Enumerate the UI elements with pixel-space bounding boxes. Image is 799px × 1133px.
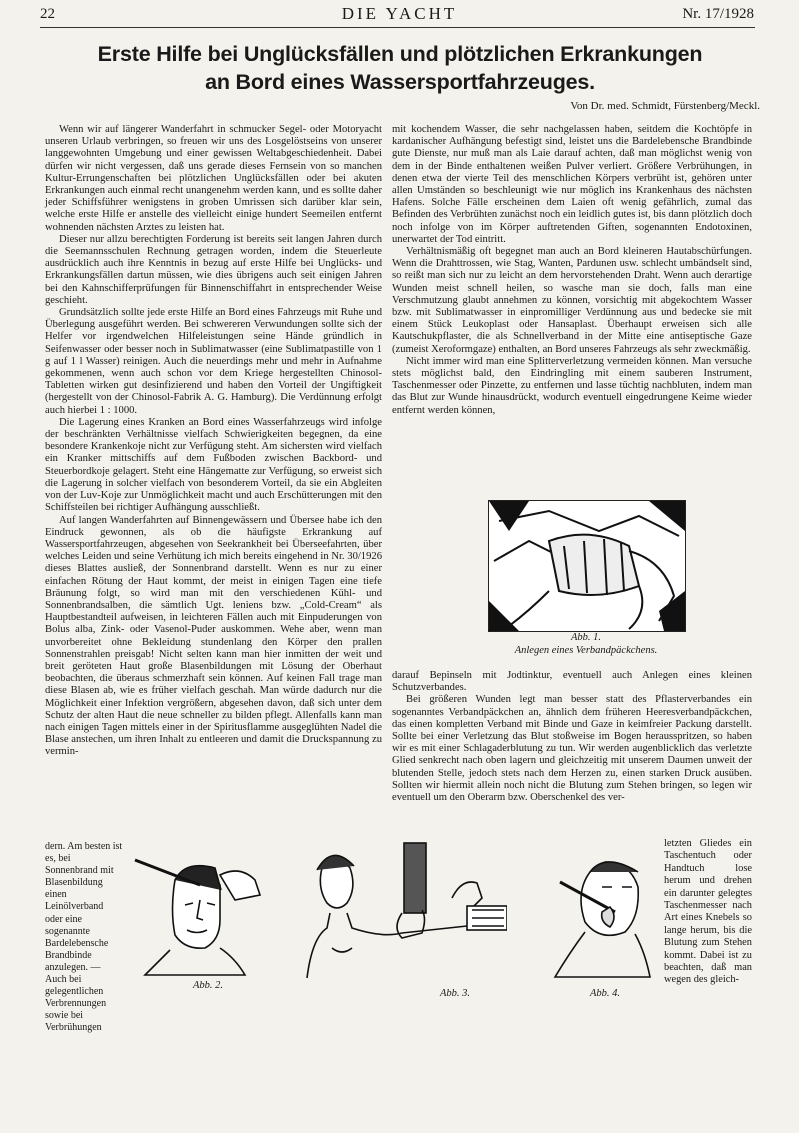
page-number: 22 [40,6,55,22]
issue-number: Nr. 17/1928 [682,6,754,22]
paragraph: Auf langen Wanderfahrten auf Binnengewässern und Übersee habe ich den Eindruck gewonnen, als ob die häufigste Erkrankung auf Wassersportfahrzeugen, abgesehen von Seekrankheit bei Überseefahrten, über welches Leiden und seine Verhütung ich mich bereits eingehend in Nr. 30/1926 dieses Blattes ausließ, der Sonnenbrand darstellt. Wenn es nur zu einer einfachen Rötung der Haut kommt, der meist in einigen Tagen eine tiefe Bräunung folgt, so wird man mit den verschiedenen Kühl- und Sonnenbrandsalben, die sämtlich Ugt. leniens bzw. „Cold-Cream“ als Hauptbestandteil aufweisen, in leichteren Fällen auch mit Einpuderungen von Bolus alba, Zink- oder Vasenol-Puder auskommen. Wehe aber, wenn man unvorbereitet ohne Bekleidung stundenlang den Körper den prallen Sonnenstrahlen preisgab! Nicht selten kann man hier inmitten der weit und breit geröteten Haut große Blasenbildungen mit Lösung der Oberhaut beobachten, die überaus schmerzhaft sein können. Auf keinen Fall trage man diese Blasen ab, wie es früher vielfach geschah. Man würde dadurch nur die Möglichkeit einer Infektion vergrößern, abgesehen davon, daß sich unter dem Schutz der alten Haut die neue schneller zu bilden pflegt. Allenfalls kann man nach einigen Tagen mittels einer in der Spiritusflamme ausgeglühten Nadel die Blase anstechen, um ihren Inhalt zu entleeren und damit die Druckspannung zu vermin- [45,514,382,758]
header-rule [40,27,755,28]
running-title: DIE YACHT [341,4,458,23]
paragraph: mit kochendem Wasser, die sehr nachgelassen haben, seitdem die Kochtöpfe in kardanischer Aufhängung befestigt sind, leistet uns die Bardelebensche Brandbinde gute Dienste, nur muß man als Laie darauf achten, daß man möglichst wenig von dem in der Binde enthaltenen weißen Pulver verliert. Größere Verbrühungen, in denen etwa der vierte Teil des menschlichen Körpers verbrüht ist, gehören unter allen Umständen so beschleunigt wie nur möglich ins Krankenhaus des nächsten Hafens. Solche Fälle erscheinen dem Laien oft wenig gefährlich, zumal das Befinden des Verbrühten zunächst noch ein leidlich gutes ist, bis dann plötzlich doch noch infolge von im Körper auftretenden Giften, sogenannten Endotoxinen, unerwartet der Tod eintritt. [392,124,752,245]
paragraph: Bei größeren Wunden legt man besser statt des Pflasterverbandes ein sogenanntes Verbandpäckchen an, ähnlich dem früheren Heeresverbandpäckchen, das einen kompletten Verband mit Binde und Gaze in keimfreier Packung darstellt. Sollte bei einer Verletzung das Blut stoßweise im Bogen herausspritzen, so haben wir es mit einer Schlagaderblutung zu tun. Wir werden augenblicklich das verletzte Glied senkrecht nach oben lagern und gleichzeitig mit unserem Daumen unweit der blutenden Stelle, jedoch stets nach dem Herzen zu, einen starken Druck ausüben. Sollten wir hiermit allein noch nicht die Blutung zum Stehen bringen, so legen wir eventuell um den Oberarm bzw. Oberschenkel des ver- [392,694,752,804]
byline: Von Dr. med. Schmidt, Fürstenberg/Meckl. [570,100,760,112]
figure-1-caption: Anlegen eines Verbandpäckchens. [514,645,658,656]
figure-4-label: Abb. 4. [589,988,621,999]
paragraph: Verhältnismäßig oft begegnet man auch an Bord kleineren Hautabschürfungen. Wenn die Drahttrossen, wie Stag, Wanten, Pardunen usw. schlecht umbändselt sind, so reißt man sich nur zu leicht an dem hervorstehenden Draht. Wenn auch derartige Wunden meist schnell heilen, so wasche man sie doch, falls man eine Verschmutzung glaubt annehmen zu können, vorsichtig mit abgekochtem Wasser bzw. mit Sublimatwasser in einpromilliger Verdünnung aus und bedecke sie mit einem Stück Leukoplast oder Hansaplast. Überhaupt erweisen sich alle Kautschukpflaster, die als Schnellverband in der Mitte eine antiseptische Gaze (zumeist Xeroformgaze) enthalten, an Bord unseres Fahrzeugs als sehr zweckmäßig. [392,246,752,355]
figure-3-illustration [292,838,507,988]
paragraph: Grundsätzlich sollte jede erste Hilfe an Bord eines Fahrzeugs mit Ruhe und Überlegung ausgeführt werden. Bei schwereren Verwundungen sollte sich der Helfer vor irgendwelchen Hilfeleistungen seine Hände gründlich in Seifenwasser oder besser noch in Sublimatwasser (eine Sublimatpastille von 1 g auf 1 l Wasser) reinigen. Auch die neuerdings mehr und mehr in Aufnahme gekommenen, wenn auch schon vor dem Kriege hergestellten Chinosol-Tabletten wirken gut desinfizierend und haben den Vorteil der Ungiftigkeit (hergestellt von der Chinosol-Fabrik A. G. Hamburg). Die Verdünnung erfolgt auch hierbei 1 : 1000. [45,307,382,416]
paragraph: Die Lagerung eines Kranken an Bord eines Wasserfahrzeugs wird infolge der beschränkten Verhältnisse vielfach Schwierigkeiten begegnen, da eine besondere Krankenkoje nicht zur Verfügung steht. Am sichersten wird vielfach ein Kranker mittschiffs auf dem Fußboden zwischen Backbord- und Steuerbordkoje gelagert. Steht eine Hängematte zur Verfügung, so erweist sich die Lagerung in solcher vielfach von besonderem Vorteil, da sie ein Abgleiten von der Luv-Koje zur Unmöglichkeit macht und auch Erschütterungen mit den Schiffsteilen bei richtiger Aufhängung ausschließt. [45,416,382,514]
left-column [45,124,382,759]
article-title [30,40,770,96]
figure-4-illustration [540,842,660,982]
figure-1 [488,500,686,632]
figure-3-label: Abb. 3. [439,988,471,999]
title-line-1: Erste Hilfe bei Unglücksfällen und plötzlichen Erkrankungen [97,42,703,66]
right-column-lower [392,670,752,804]
right-wrap-text: letzten Gliedes ein Taschentuch oder Handtuch lose herum und drehen ein darunter gelegtes Taschenmesser nach Art eines Knebels so lange herum, bis die Blutung zum Stehen kommt. Dabei ist zu beachten, daß man wegen des gleich- [664,838,752,986]
left-wrap-text: dern. Am besten ist es, bei Sonnenbrand mit Blasenbildung einen Leinölverband oder eine sogenannte Bardelebensche Brandbinde anzulegen. — Auch bei gelegentlichen Verbrennungen sowie bei Verbrühungen [45,841,123,1034]
right-column [392,124,752,417]
paragraph: Wenn wir auf längerer Wanderfahrt in schmucker Segel- oder Motoryacht unseren Urlaub verbringen, so freuen wir uns des Losgelöstseins von unserer langgewohnten Umgebung und einer gewissen Weltabgeschiedenheit. Dabei dürfen wir nicht vergessen, daß uns gerade dieses Fernsein von so manchen Kultur-Errungenschaften bei plötzlichen Unglücksfällen oder bei akuten Erkrankungen auch einmal recht unangenehm werden kann, und es sollte daher jeder Schiffsführer wenigstens in groben Umrissen sich darüber klar sein, welche erste Hilfe er anstelle des vielleicht einige hundert Seemeilen entfernt wohnenden nächsten Arztes zu leisten hat. [45,124,382,233]
figure-1-label: Abb. 1. [570,632,602,643]
paragraph: Nicht immer wird man eine Splitterverletzung vermeiden können. Man versuche stets möglichst bald, den Eindringling mit einem sauberen Instrument, Taschenmesser oder Pinzette, zu entfernen und lasse tüchtig nachbluten, indem man das Blut zur Wunde hinausdrückt, wodurch eventuell eingedrungene Keime wieder entfernt werden können, [392,355,752,416]
figure-2-illustration [125,840,265,980]
paragraph: darauf Bepinseln mit Jodtinktur, eventuell auch Anlegen eines kleinen Schutzverbandes. [392,670,752,694]
figure-2-label: Abb. 2. [192,980,224,991]
title-line-2: an Bord eines Wassersportfahrzeuges. [205,70,595,94]
paragraph: Dieser nur allzu berechtigten Forderung ist bereits seit langen Jahren durch die Seemannsschulen Rechnung getragen worden, indem die Steuerleute ausdrücklich auch ihre Kenntnis in bezug auf erste Hilfe bei Unglücks- und Erkrankungsfällen dartun müssen, wie dies übrigens auch seit einigen Jahren bei den Kahnschifferprüfungen für Binnenschiffahrt in entsprechender Weise geschieht. [45,233,382,306]
bandage-hands-illustration [489,501,685,631]
